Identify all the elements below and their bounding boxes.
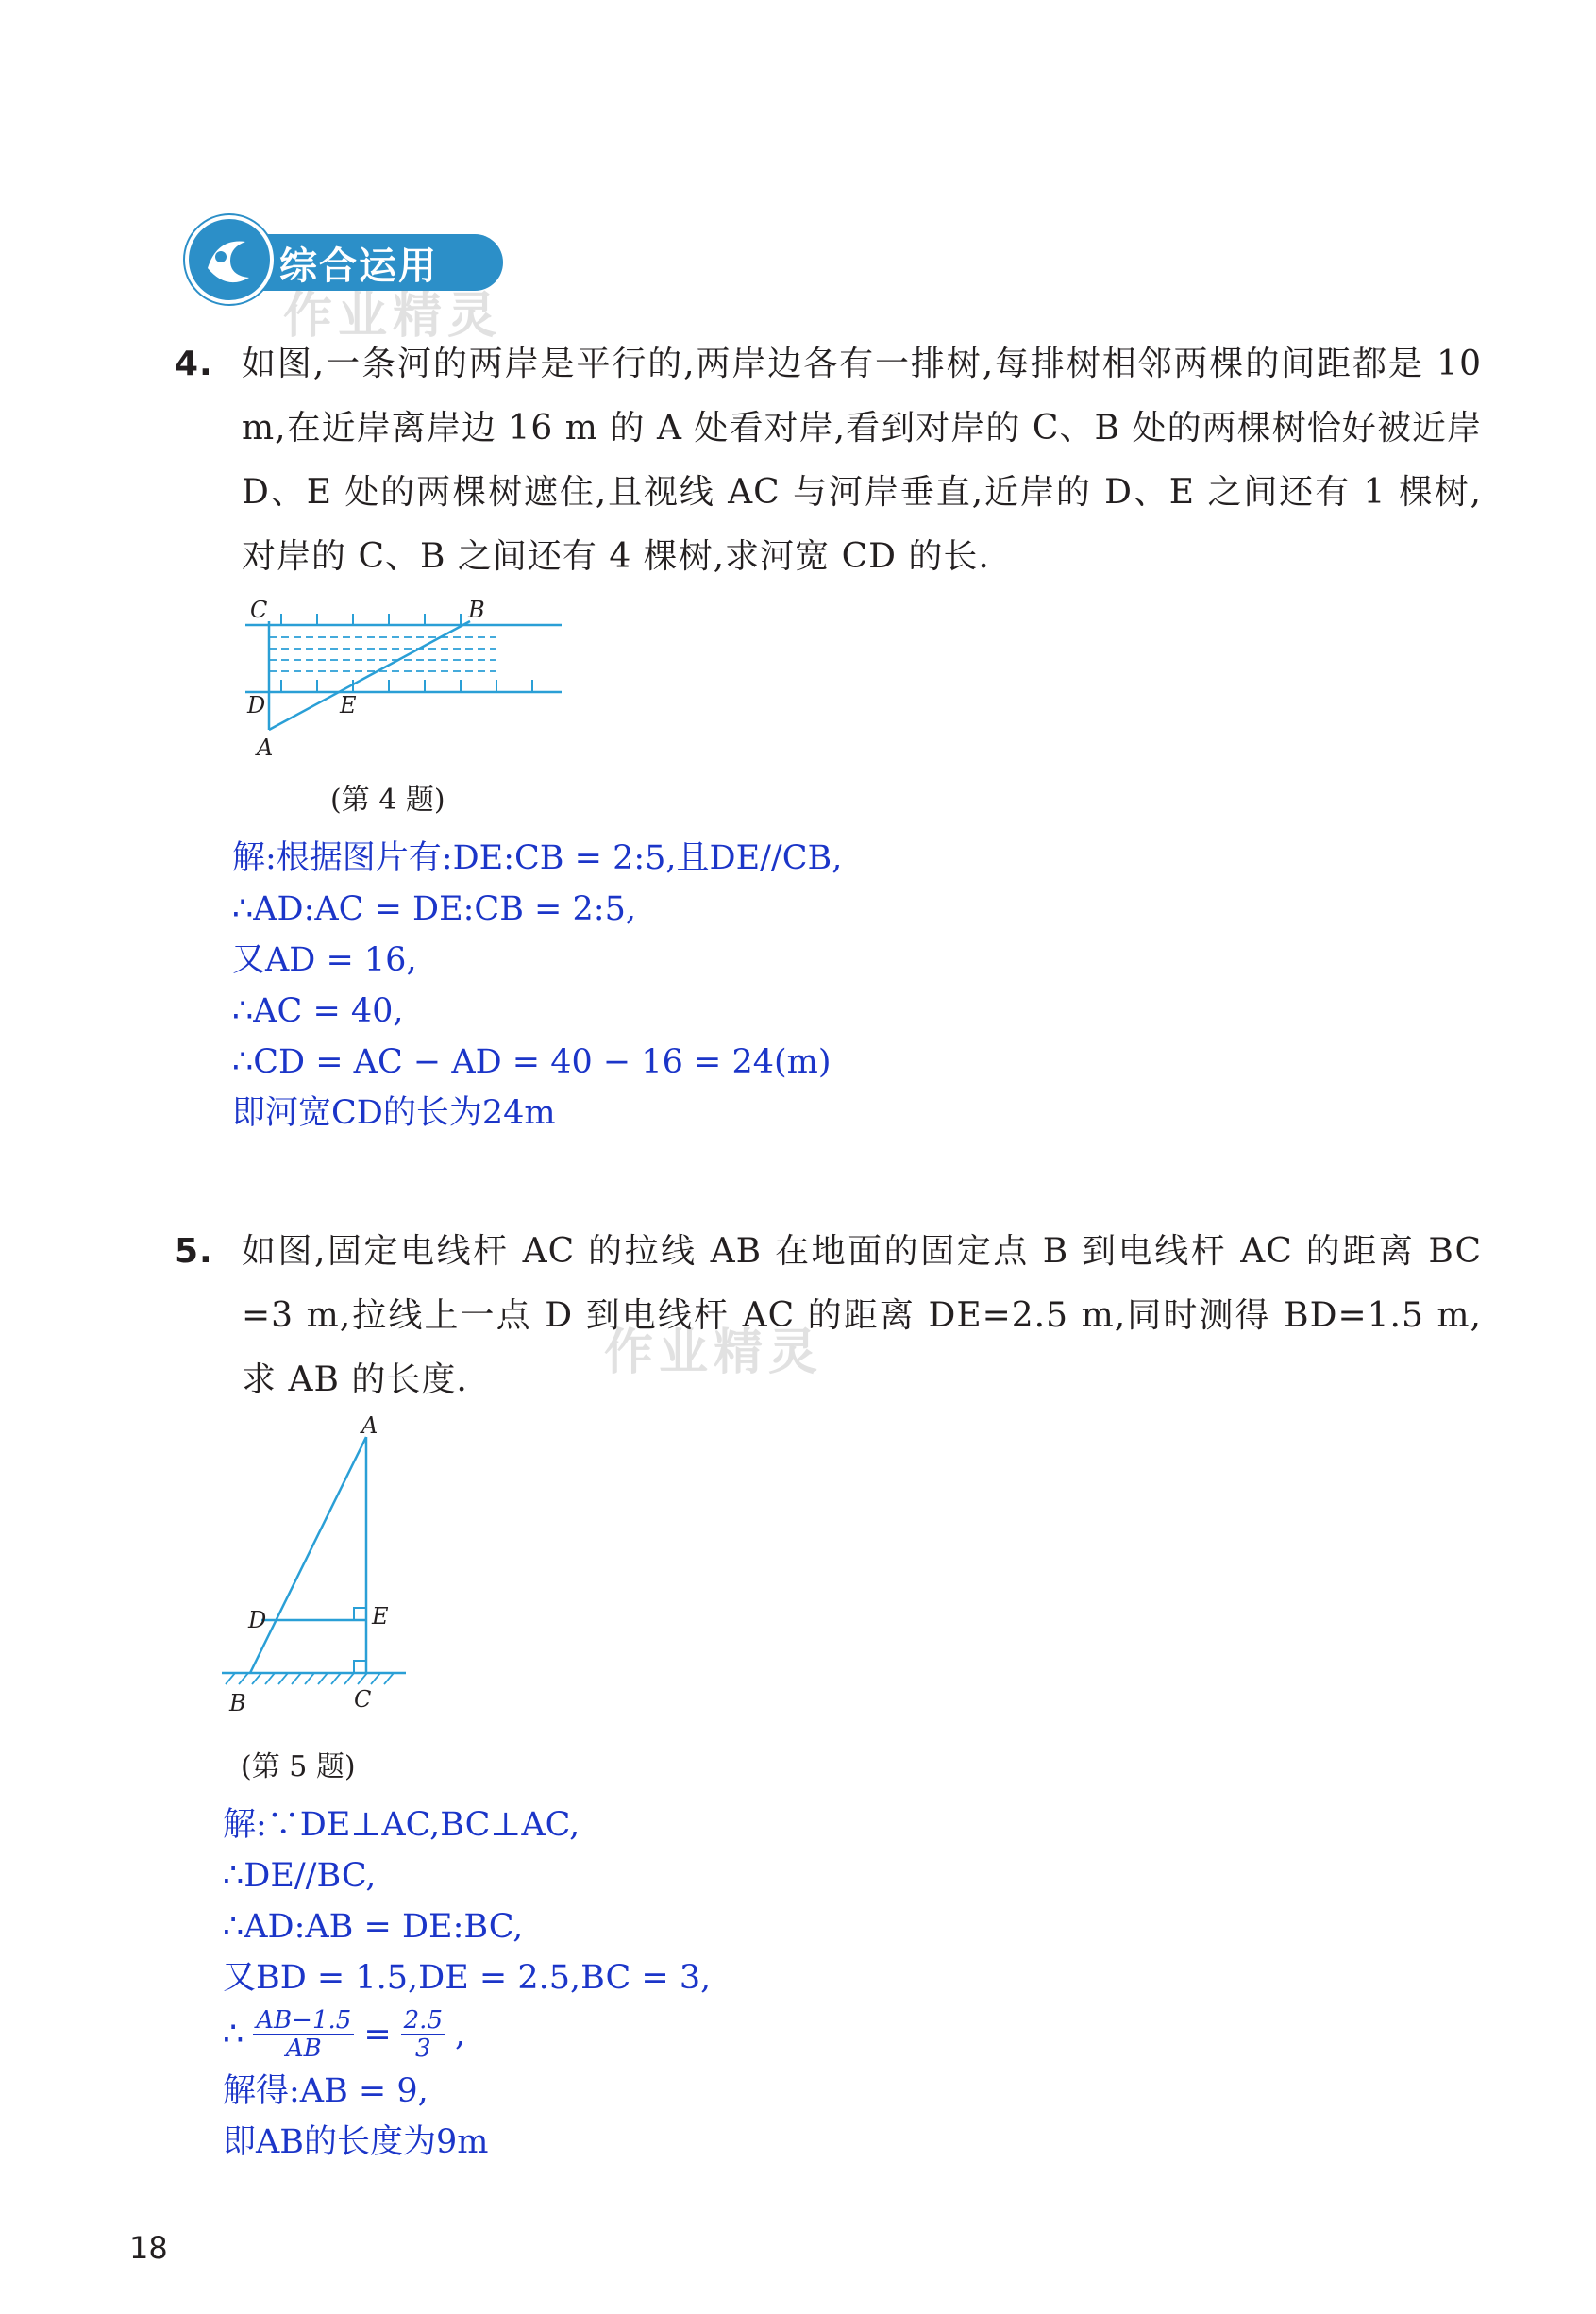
label-d: D: [248, 1607, 267, 1633]
solution-line: 又BD = 1.5,DE = 2.5,BC = 3,: [223, 1959, 712, 1997]
label-a: A: [257, 735, 274, 761]
label-b: B: [229, 1690, 246, 1716]
solution-line: ∴DE//BC,: [223, 1857, 377, 1895]
watermark: 作业精灵: [604, 1325, 824, 1381]
label-c: C: [354, 1686, 372, 1713]
label-c: C: [250, 597, 268, 623]
fraction-denominator: 3: [415, 2035, 431, 2063]
swirl-icon: [189, 219, 270, 300]
problem-4: [175, 332, 1482, 589]
solution-line: 解得:AB = 9,: [223, 2072, 428, 2110]
problem-text: 如图,固定电线杆 AC 的拉线 AB 在地面的固定点 B 到电线杆 AC 的距离 BC =3 m,拉线上一点 D 到电线杆 AC 的距离 DE=2.5 m,同时测得 BD=1.5 m,求 AB 的长度.: [242, 1232, 1482, 1399]
problem-text: 如图,一条河的两岸是平行的,两岸边各有一排树,每排树相邻两棵的间距都是 10 m,在近岸离岸边 16 m 的 A 处看对岸,看到对岸的 C、B 处的两棵树恰好被近岸 D、E 处的两棵树遮住,且视线 AC 与河岸垂直,近岸的 D、E 之间还有 1 棵树,对岸的 C、B 之间还有 4 棵树,求河宽 CD 的长.: [242, 345, 1482, 576]
label-b: B: [468, 597, 485, 623]
solution-line: 解:根据图片有:DE:CB = 2:5,且DE//CB,: [232, 839, 843, 877]
banner-badge-icon: [185, 215, 274, 304]
equals-sign: =: [363, 2016, 392, 2053]
fraction-numerator: 2.5: [401, 2007, 445, 2035]
fraction-numerator: AB−1.5: [253, 2007, 354, 2035]
figure-4: [236, 595, 576, 765]
label-a: A: [361, 1416, 378, 1439]
watermark: 作业精灵: [283, 288, 503, 345]
problem-number: 4.: [175, 345, 213, 383]
figure-5-caption: (第 5 题): [241, 1750, 356, 1783]
solution-line: ∴AD:AC = DE:CB = 2:5,: [232, 890, 636, 928]
label-e: E: [372, 1603, 389, 1630]
figure-4-caption: (第 4 题): [330, 784, 445, 817]
solution-line: ∴AC = 40,: [232, 992, 404, 1030]
solution-line: ∴CD = AC − AD = 40 − 16 = 24(m): [232, 1043, 832, 1081]
fraction-left: [253, 2007, 354, 2062]
solution-4: [232, 833, 842, 1139]
fraction-right: [401, 2007, 445, 2062]
solution-5: [223, 1799, 711, 2168]
comma: ,: [455, 2016, 466, 2053]
label-e: E: [340, 692, 357, 718]
problem-5: [175, 1220, 1482, 1412]
therefore-symbol: ∴: [223, 2016, 244, 2053]
fraction-denominator: AB: [285, 2035, 322, 2063]
section-title: 综合运用: [279, 245, 438, 288]
solution-line: ∴AD:AB = DE:BC,: [223, 1908, 524, 1946]
problem-number: 5.: [175, 1232, 213, 1271]
page-number: 18: [129, 2230, 168, 2266]
solution-line: 又AD = 16,: [232, 941, 417, 979]
wire-ab: [250, 1437, 366, 1673]
label-d: D: [247, 692, 266, 718]
solution-line: 即AB的长度为9m: [223, 2123, 489, 2161]
fraction-equation: [223, 2003, 711, 2066]
figure-5: [212, 1416, 420, 1728]
solution-line: 解:∵DE⊥AC,BC⊥AC,: [223, 1806, 580, 1844]
solution-line: 即河宽CD的长为24m: [232, 1094, 556, 1132]
